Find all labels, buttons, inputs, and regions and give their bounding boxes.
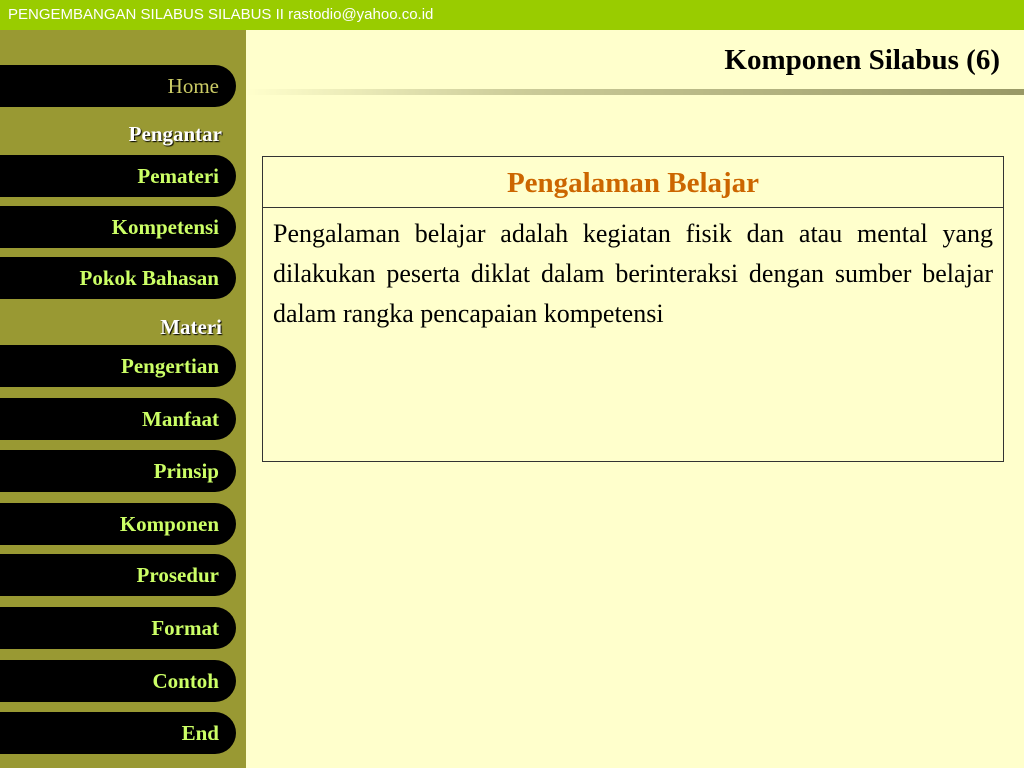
nav-prinsip-button[interactable]: Prinsip xyxy=(0,450,236,492)
nav-format-button[interactable]: Format xyxy=(0,607,236,649)
nav-pengertian-button[interactable]: Pengertian xyxy=(0,345,236,387)
nav-section-materi: Materi xyxy=(160,315,222,339)
nav-end-button[interactable]: End xyxy=(0,712,236,754)
nav-pemateri-button[interactable]: Pemateri xyxy=(0,155,236,197)
presentation-header: PENGEMBANGAN SILABUS SILABUS II rastodio@yahoo.co.id xyxy=(0,0,1024,30)
content-heading: Pengalaman Belajar xyxy=(263,157,1003,208)
sidebar-nav xyxy=(0,30,246,768)
content-text: Pengalaman belajar adalah kegiatan fisik dan atau mental yang dilakukan peserta diklat dalam berinteraksi dengan sumber belajar dalam rangka pencapaian kompetensi xyxy=(273,219,993,328)
title-underline xyxy=(246,89,1024,95)
nav-section-pengantar: Pengantar xyxy=(128,122,222,146)
nav-kompetensi-button[interactable]: Kompetensi xyxy=(0,206,236,248)
nav-home-button[interactable]: Home xyxy=(0,65,236,107)
nav-prosedur-button[interactable]: Prosedur xyxy=(0,554,236,596)
nav-manfaat-button[interactable]: Manfaat xyxy=(0,398,236,440)
content-box xyxy=(262,156,1004,462)
nav-pokok-bahasan-button[interactable]: Pokok Bahasan xyxy=(0,257,236,299)
nav-komponen-button[interactable]: Komponen xyxy=(0,503,236,545)
nav-contoh-button[interactable]: Contoh xyxy=(0,660,236,702)
slide-title: Komponen Silabus (6) xyxy=(724,44,1000,76)
